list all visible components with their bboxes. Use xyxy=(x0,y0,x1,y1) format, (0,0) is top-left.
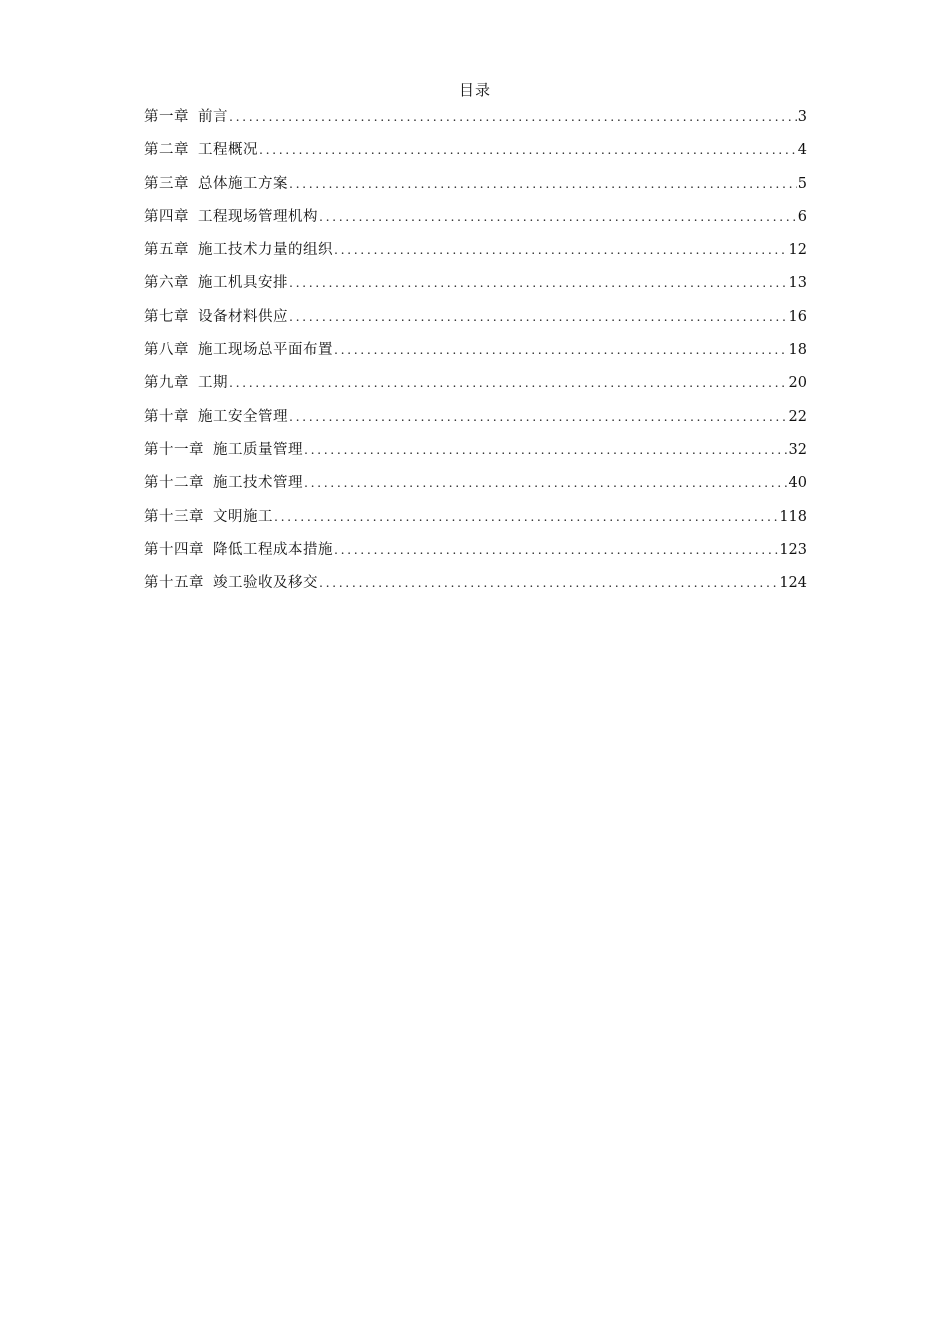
toc-page-number: 13 xyxy=(788,275,807,292)
toc-entry[interactable] xyxy=(144,239,807,272)
toc-dot-leader xyxy=(229,106,797,128)
toc-chapter-number: 第四章 xyxy=(144,208,189,225)
toc-page-number: 12 xyxy=(788,242,807,259)
toc-chapter-title: 总体施工方案 xyxy=(198,175,288,192)
toc-chapter-title: 施工现场总平面布置 xyxy=(198,342,333,359)
toc-page-number: 124 xyxy=(779,575,807,592)
toc-chapter-title: 工期 xyxy=(198,375,228,392)
toc-chapter-title: 施工质量管理 xyxy=(213,441,303,458)
toc-chapter-number: 第十一章 xyxy=(144,441,204,458)
toc-chapter-title: 施工技术力量的组织 xyxy=(198,242,333,259)
toc-page-number: 18 xyxy=(788,342,807,359)
toc-chapter-title: 文明施工 xyxy=(213,508,273,525)
toc-chapter-number: 第六章 xyxy=(144,275,189,292)
toc-dot-leader xyxy=(334,239,788,261)
toc-chapter-number: 第十三章 xyxy=(144,508,204,525)
toc-chapter-number: 第八章 xyxy=(144,342,189,359)
toc-chapter-number: 第九章 xyxy=(144,375,189,392)
toc-entry[interactable] xyxy=(144,106,807,139)
toc-chapter-number: 第一章 xyxy=(144,109,189,125)
table-of-contents xyxy=(144,106,807,605)
toc-dot-leader xyxy=(334,339,788,361)
toc-chapter-number: 第三章 xyxy=(144,175,189,192)
toc-page-number: 32 xyxy=(788,441,807,458)
toc-entry[interactable] xyxy=(144,406,807,439)
toc-title: 目录 xyxy=(458,81,491,99)
toc-chapter-title: 施工机具安排 xyxy=(198,275,288,292)
toc-entry[interactable] xyxy=(144,173,807,206)
toc-chapter-number: 第七章 xyxy=(144,308,189,325)
toc-chapter-number: 第五章 xyxy=(144,242,189,259)
toc-chapter-title: 竣工验收及移交 xyxy=(213,575,318,592)
toc-entry[interactable] xyxy=(144,439,807,472)
toc-dot-leader xyxy=(304,439,788,461)
toc-chapter-number: 第十二章 xyxy=(144,475,204,492)
toc-dot-leader xyxy=(289,272,788,294)
toc-entry[interactable] xyxy=(144,272,807,305)
toc-page-number: 5 xyxy=(797,175,807,192)
toc-page-number: 40 xyxy=(788,475,807,492)
toc-entry[interactable] xyxy=(144,372,807,405)
toc-entry[interactable] xyxy=(144,306,807,339)
toc-chapter-title: 施工技术管理 xyxy=(213,475,303,492)
toc-chapter-number: 第十四章 xyxy=(144,541,204,558)
toc-entry[interactable] xyxy=(144,206,807,239)
toc-page-number: 123 xyxy=(779,541,807,558)
toc-page-number: 118 xyxy=(779,508,807,525)
toc-dot-leader xyxy=(334,539,778,561)
toc-dot-leader xyxy=(229,372,788,394)
toc-chapter-title: 工程现场管理机构 xyxy=(198,208,318,225)
toc-chapter-number: 第十五章 xyxy=(144,575,204,592)
toc-dot-leader xyxy=(319,206,797,228)
toc-chapter-number: 第十章 xyxy=(144,408,189,425)
toc-chapter-title: 工程概况 xyxy=(198,142,258,159)
toc-dot-leader xyxy=(304,472,788,494)
toc-chapter-number: 第二章 xyxy=(144,142,189,159)
toc-entry[interactable] xyxy=(144,506,807,539)
toc-entry[interactable] xyxy=(144,472,807,505)
toc-dot-leader xyxy=(259,139,797,161)
toc-page-number: 3 xyxy=(797,109,807,125)
toc-page-number: 20 xyxy=(788,375,807,392)
toc-page-number: 6 xyxy=(797,208,807,225)
toc-entry[interactable] xyxy=(144,539,807,572)
toc-chapter-title: 降低工程成本措施 xyxy=(213,541,333,558)
toc-chapter-title: 前言 xyxy=(198,109,228,125)
toc-page-number: 4 xyxy=(797,142,807,159)
toc-dot-leader xyxy=(319,572,778,594)
toc-chapter-title: 设备材料供应 xyxy=(198,308,288,325)
toc-entry[interactable] xyxy=(144,572,807,605)
toc-dot-leader xyxy=(274,506,778,528)
toc-entry[interactable] xyxy=(144,139,807,172)
toc-dot-leader xyxy=(289,306,788,328)
toc-entry[interactable] xyxy=(144,339,807,372)
toc-dot-leader xyxy=(289,406,788,428)
toc-chapter-title: 施工安全管理 xyxy=(198,408,288,425)
toc-page-number: 16 xyxy=(788,308,807,325)
toc-dot-leader xyxy=(289,173,797,195)
toc-page-number: 22 xyxy=(788,408,807,425)
